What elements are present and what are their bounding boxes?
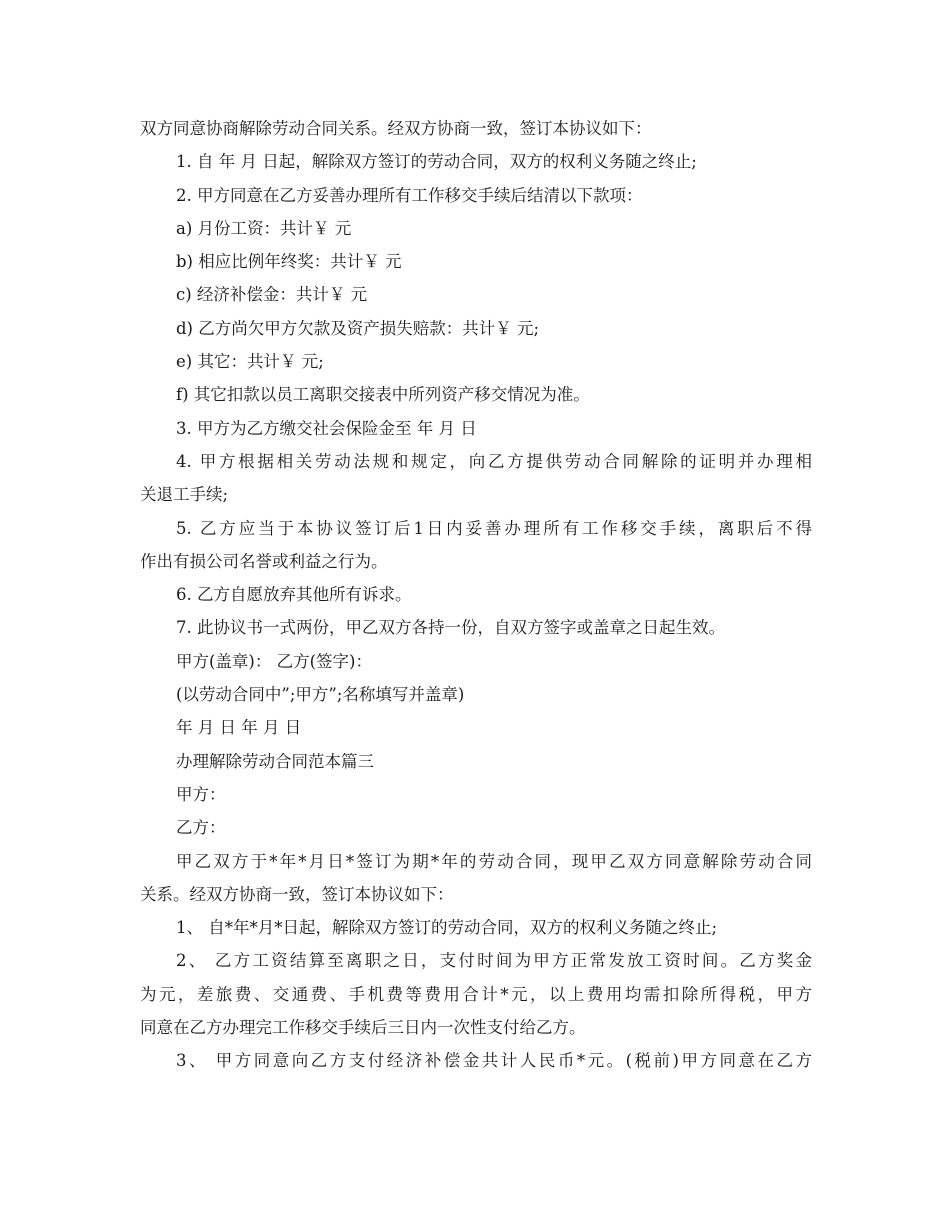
party-a-label: 甲方： [176,784,226,804]
item-b: b) 相应比例年终奖：共计￥ 元 [176,252,402,272]
signature-labels: 甲方(盖章)： 乙方(签字)： [176,651,372,671]
article-1: 1、 自*年*月*日起，解除双方签订的劳动合同，双方的权利义务随之终止; [176,918,718,938]
party-b-label: 乙方： [176,818,226,838]
clause-1: 1. 自 年 月 日起，解除双方签订的劳动合同，双方的权利义务随之终止; [176,152,697,172]
item-a: a) 月份工资：共计￥ 元 [176,218,352,238]
clause-4: 4. 甲方根据相关劳动法规和规定，向乙方提供劳动合同解除的证明并办理相 [176,451,812,471]
paragraph-line: 双方同意协商解除劳动合同关系。经双方协商一致，签订本协议如下： [140,119,652,138]
clause-3: 3. 甲方为乙方缴交社会保险金至 年 月 日 [176,418,477,438]
clause-4-continued: 关退工手续; [140,485,229,505]
item-e: e) 其它：共计￥ 元; [176,352,324,372]
clause-5-continued: 作出有损公司名誉或利益之行为。 [140,551,388,571]
signature-note: (以劳动合同中”;甲方”;名称填写并盖章) [176,685,465,705]
item-d: d) 乙方尚欠甲方欠款及资产损失赔款：共计￥ 元; [176,318,540,338]
intro-paragraph-continued: 关系。经双方协商一致，签订本协议如下： [140,884,454,904]
article-2-continued: 为元，差旅费、交通费、手机费等费用合计*元，以上费用均需扣除所得税，甲方 [140,984,812,1004]
clause-7: 7. 此协议书一式两份，甲乙双方各持一份，自双方签字或盖章之日起生效。 [176,618,725,638]
article-2-end: 同意在乙方办理完工作移交手续后三日内一次性支付给乙方。 [140,1018,586,1038]
clause-2: 2. 甲方同意在乙方妥善办理所有工作移交手续后结清以下款项： [176,185,643,205]
clause-6: 6. 乙方自愿放弃其他所有诉求。 [176,585,412,605]
item-f: f) 其它扣款以员工离职交接表中所列资产移交情况为准。 [176,385,590,405]
item-c: c) 经济补偿金：共计￥ 元 [176,285,368,305]
signature-dates: 年 月 日 年 月 日 [176,718,302,738]
clause-5: 5. 乙方应当于本协议签订后1日内妥善办理所有工作移交手续，离职后不得 [176,518,812,538]
section-heading: 办理解除劳动合同范本篇三 [176,751,374,771]
intro-paragraph: 甲乙双方于*年*月日*签订为期*年的劳动合同，现甲乙双方同意解除劳动合同 [176,851,812,871]
article-2: 2、 乙方工资结算至离职之日，支付时间为甲方正常发放工资时间。乙方奖金 [176,951,812,971]
document-body [140,112,812,1078]
article-3: 3、 甲方同意向乙方支付经济补偿金共计人民币*元。(税前)甲方同意在乙方 [176,1051,812,1071]
